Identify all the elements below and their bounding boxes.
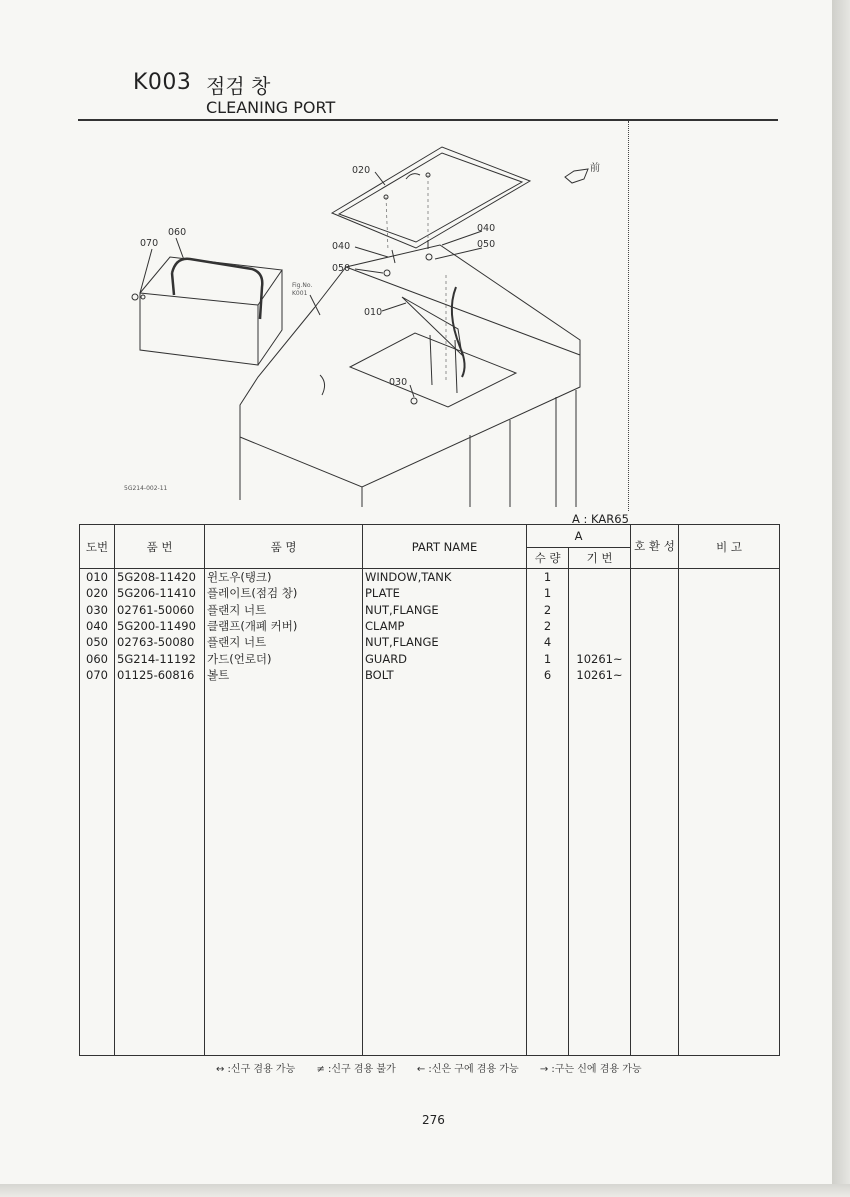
cell-name-en: GUARD <box>363 650 527 666</box>
callout-050-right: 050 <box>477 239 496 250</box>
legend-item: → :구는 신에 겸용 가능 <box>539 1064 642 1075</box>
table-row <box>80 569 780 586</box>
header-no: 도번 <box>80 525 115 569</box>
cell-serial <box>569 585 631 601</box>
filler-cell <box>569 683 631 1055</box>
cell-name-ko: 플랜지 너트 <box>205 602 363 618</box>
table-header-row <box>80 525 780 548</box>
callout-020: 020 <box>352 165 371 176</box>
cell-name-ko: 플랜지 너트 <box>205 634 363 650</box>
cell-remarks <box>679 650 780 666</box>
header-interchange: 호 환 성 <box>631 525 679 569</box>
cell-remarks <box>679 634 780 650</box>
cell-interchange <box>631 618 679 634</box>
cell-no: 030 <box>80 602 115 618</box>
section-code: K003 <box>133 70 192 95</box>
cell-interchange <box>631 585 679 601</box>
cell-serial <box>569 602 631 618</box>
header-part-name: PART NAME <box>363 525 527 569</box>
cell-name-en: NUT,FLANGE <box>363 634 527 650</box>
table-row <box>80 602 780 618</box>
cell-qty: 1 <box>527 650 569 666</box>
cell-name-ko: 가드(언로더) <box>205 650 363 666</box>
cell-serial: 10261~ <box>569 667 631 683</box>
cell-name-en: PLATE <box>363 585 527 601</box>
cell-no: 050 <box>80 634 115 650</box>
table-row <box>80 634 780 650</box>
cell-no: 040 <box>80 618 115 634</box>
legend-item: ← :신은 구에 겸용 가능 <box>416 1064 519 1075</box>
filler-cell <box>679 683 780 1055</box>
cell-no: 010 <box>80 569 115 586</box>
filler-cell <box>80 683 115 1055</box>
page-edge-shadow <box>832 0 850 1197</box>
cell-part-no: 01125-60816 <box>115 667 205 683</box>
cell-part-no: 5G200-11490 <box>115 618 205 634</box>
cell-name-en: NUT,FLANGE <box>363 602 527 618</box>
filler-cell <box>363 683 527 1055</box>
filler-cell <box>205 683 363 1055</box>
cell-remarks <box>679 569 780 586</box>
legend-item: ↔ :신구 겸용 가능 <box>216 1064 296 1075</box>
cell-name-ko: 클램프(개폐 커버) <box>205 618 363 634</box>
table-row <box>80 618 780 634</box>
cell-remarks <box>679 618 780 634</box>
cell-part-no: 02761-50060 <box>115 602 205 618</box>
cell-serial <box>569 618 631 634</box>
cell-interchange <box>631 667 679 683</box>
cell-qty: 2 <box>527 618 569 634</box>
callout-050-left: 050 <box>332 263 351 274</box>
cell-remarks <box>679 602 780 618</box>
section-title-english: CLEANING PORT <box>206 98 336 117</box>
cell-qty: 6 <box>527 667 569 683</box>
filler-cell <box>527 683 569 1055</box>
model-applicability-note: A : KAR65 <box>572 512 629 526</box>
cell-part-no: 5G214-11192 <box>115 650 205 666</box>
legend-item: ≠ :신구 겸용 불가 <box>316 1064 396 1075</box>
header-part-name-ko: 품 명 <box>205 525 363 569</box>
callout-040-right: 040 <box>477 223 496 234</box>
cell-name-ko: 볼트 <box>205 667 363 683</box>
fig-no-label: Fig.No. <box>292 282 313 289</box>
cell-name-en: WINDOW,TANK <box>363 569 527 586</box>
callout-010: 010 <box>364 307 383 318</box>
table-row <box>80 585 780 601</box>
cell-part-no: 5G206-11410 <box>115 585 205 601</box>
table-row <box>80 667 780 683</box>
cell-interchange <box>631 569 679 586</box>
cell-name-en: CLAMP <box>363 618 527 634</box>
cell-part-no: 5G208-11420 <box>115 569 205 586</box>
cell-no: 070 <box>80 667 115 683</box>
cell-no: 020 <box>80 585 115 601</box>
cell-serial <box>569 569 631 586</box>
section-title-korean: 점검 창 <box>206 74 271 98</box>
page-bottom-shadow <box>0 1184 850 1197</box>
filler-cell <box>631 683 679 1055</box>
callout-030: 030 <box>389 377 408 388</box>
cell-qty: 4 <box>527 634 569 650</box>
diagram-drawing <box>110 135 610 510</box>
column-divider <box>628 121 629 511</box>
interchange-legend <box>216 1060 660 1075</box>
cell-interchange <box>631 650 679 666</box>
cell-remarks <box>679 667 780 683</box>
cell-name-ko: 플레이트(점검 창) <box>205 585 363 601</box>
cell-name-en: BOLT <box>363 667 527 683</box>
parts-table <box>79 524 780 1056</box>
header-part-no: 품 번 <box>115 525 205 569</box>
table-row <box>80 650 780 666</box>
fig-ref-label: K001 <box>292 290 308 297</box>
cell-no: 060 <box>80 650 115 666</box>
cell-name-ko: 윈도우(탱크) <box>205 569 363 586</box>
front-direction-label: 前 <box>590 163 600 174</box>
title-rule <box>78 119 778 121</box>
cell-remarks <box>679 585 780 601</box>
cell-serial <box>569 634 631 650</box>
header-group-a: A <box>527 525 631 548</box>
cell-qty: 1 <box>527 569 569 586</box>
header-remarks: 비 고 <box>679 525 780 569</box>
drawing-number: 5G214-002-11 <box>124 485 168 492</box>
filler-cell <box>115 683 205 1055</box>
cell-qty: 2 <box>527 602 569 618</box>
table-filler-row <box>80 683 780 1055</box>
page-number: 276 <box>422 1113 445 1127</box>
cell-interchange <box>631 634 679 650</box>
exploded-diagram <box>110 135 610 514</box>
cell-serial: 10261~ <box>569 650 631 666</box>
cell-qty: 1 <box>527 585 569 601</box>
header-serial: 기 번 <box>569 548 631 569</box>
cell-part-no: 02763-50080 <box>115 634 205 650</box>
header-qty: 수 량 <box>527 548 569 569</box>
callout-040-left: 040 <box>332 241 351 252</box>
callout-070: 070 <box>140 238 159 249</box>
callout-060: 060 <box>168 227 187 238</box>
cell-interchange <box>631 602 679 618</box>
